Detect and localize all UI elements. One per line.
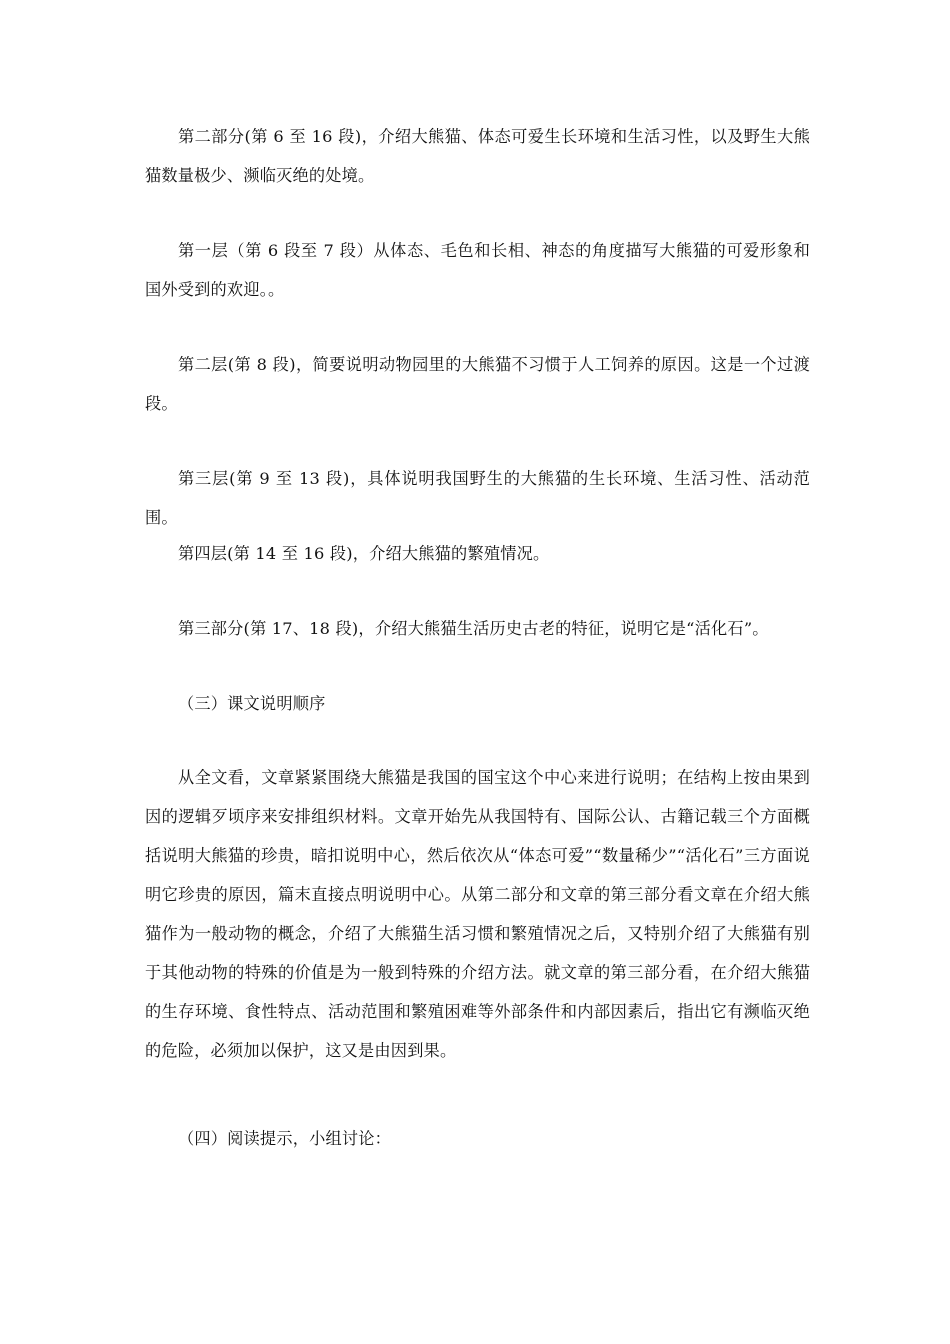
paragraph-layer-three: 第三层(第 9 至 13 段)，具体说明我国野生的大熊猫的生长环境、生活习性、活动范围。 <box>145 469 810 527</box>
section-three-body: 从全文看，文章紧紧围绕大熊猫是我国的国宝这个中心来进行说明；在结构上按由果到因的逻辑歹顷序来安排组织材料。文章开始先从我国特有、国际公认、古籍记载三个方面概括说明大熊猫的珍贵，暗扣说明中心，然后依次从“体态可爱”“数量稀少”“活化石”三方面说明它珍贵的原因，篇末直接点明说明中心。从第二部分和文章的第三部分看文章在介绍大熊猫作为一般动物的概念，介绍了大熊猫生活习惯和繁殖情况之后，又特别介绍了大熊猫有别于其他动物的特殊的价值是为一般到特殊的介绍方法。就文章的第三部分看，在介绍大熊猫的生存环境、食性特点、活动范围和繁殖困难等外部条件和内部因素后，指出它有濒临灭绝的危险，必须加以保护，这又是由因到果。 <box>145 768 810 1060</box>
paragraph-layer-four: 第四层(第 14 至 16 段)，介绍大熊猫的繁殖情况。 <box>178 544 550 563</box>
section-four-heading: （四）阅读提示，小组讨论： <box>178 1129 392 1148</box>
paragraph-layer-two: 第二层(第 8 段)，简要说明动物园里的大熊猫不习惯于人工饲养的原因。这是一个过渡段。 <box>145 355 810 413</box>
paragraph-part-three: 第三部分(第 17、18 段)，介绍大熊猫生活历史古老的特征，说明它是“活化石”。 <box>178 619 769 638</box>
paragraph-part-two: 第二部分(第 6 至 16 段)，介绍大熊猫、体态可爱生长环境和生活习性，以及野生大熊猫数量极少、濒临灭绝的处境。 <box>145 127 810 185</box>
section-three-heading: （三）课文说明顺序 <box>178 694 326 713</box>
paragraph-layer-one: 第一层（第 6 段至 7 段）从体态、毛色和长相、神态的角度描写大熊猫的可爱形象和国外受到的欢迎。。 <box>145 241 810 299</box>
